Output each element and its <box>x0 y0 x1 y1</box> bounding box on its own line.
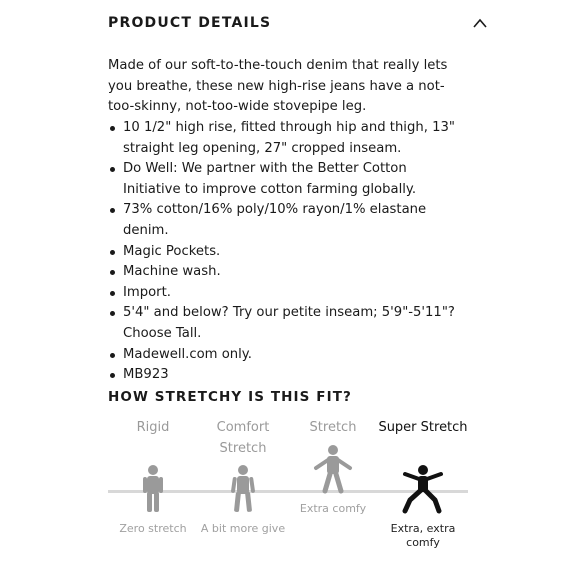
list-item: 10 1/2" high rise, fitted through hip and thigh, 13" straight leg opening, 27" cropped inseam. <box>108 118 468 159</box>
list-item: Madewell.com only. <box>108 345 468 366</box>
stretch-scale <box>108 418 468 558</box>
product-details-title: PRODUCT DETAILS <box>108 15 272 31</box>
list-item: 5'4" and below? Try our petite inseam; 5'9"-5'11"? Choose Tall. <box>108 303 468 344</box>
list-item: 73% cotton/16% poly/10% rayon/1% elastane denim. <box>108 200 468 241</box>
list-item: Do Well: We partner with the Better Cotton Initiative to improve cotton farming globally. <box>108 159 468 200</box>
stretch-section-title: HOW STRETCHY IS THIS FIT? <box>108 389 352 405</box>
stretch-level-rigid <box>108 418 198 536</box>
stretch-level-label: Rigid <box>136 420 170 435</box>
list-item: Machine wash. <box>108 262 468 283</box>
person-lunging-icon <box>401 464 445 514</box>
stretch-level-label: Super Stretch <box>378 420 468 435</box>
list-item: MB923 <box>108 365 468 386</box>
stretch-level-description: Extra comfy <box>299 502 367 515</box>
person-reaching-icon <box>311 444 355 494</box>
product-details-header[interactable] <box>108 14 488 36</box>
stretch-level-stretch <box>288 418 378 516</box>
person-walking-icon <box>221 464 265 514</box>
chevron-up-icon[interactable] <box>472 16 488 30</box>
stretch-level-comfort <box>198 418 288 536</box>
list-item: Import. <box>108 283 468 304</box>
list-item: Magic Pockets. <box>108 242 468 263</box>
product-description: Made of our soft-to-the-touch denim that really lets you breathe, these new high-rise jeans have a not-too-skinny, not-too-wide stovepipe leg. <box>108 58 448 115</box>
product-details-list <box>108 118 468 386</box>
stretch-level-description: Extra, extra comfy <box>390 522 456 549</box>
stretch-level-super-stretch <box>378 418 468 550</box>
stretch-level-description: Zero stretch <box>119 522 187 535</box>
stretch-level-label: Stretch <box>309 420 357 435</box>
person-standing-icon <box>131 464 175 514</box>
stretch-level-description: A bit more give <box>200 522 286 535</box>
stretch-level-label: Comfort Stretch <box>216 420 270 456</box>
